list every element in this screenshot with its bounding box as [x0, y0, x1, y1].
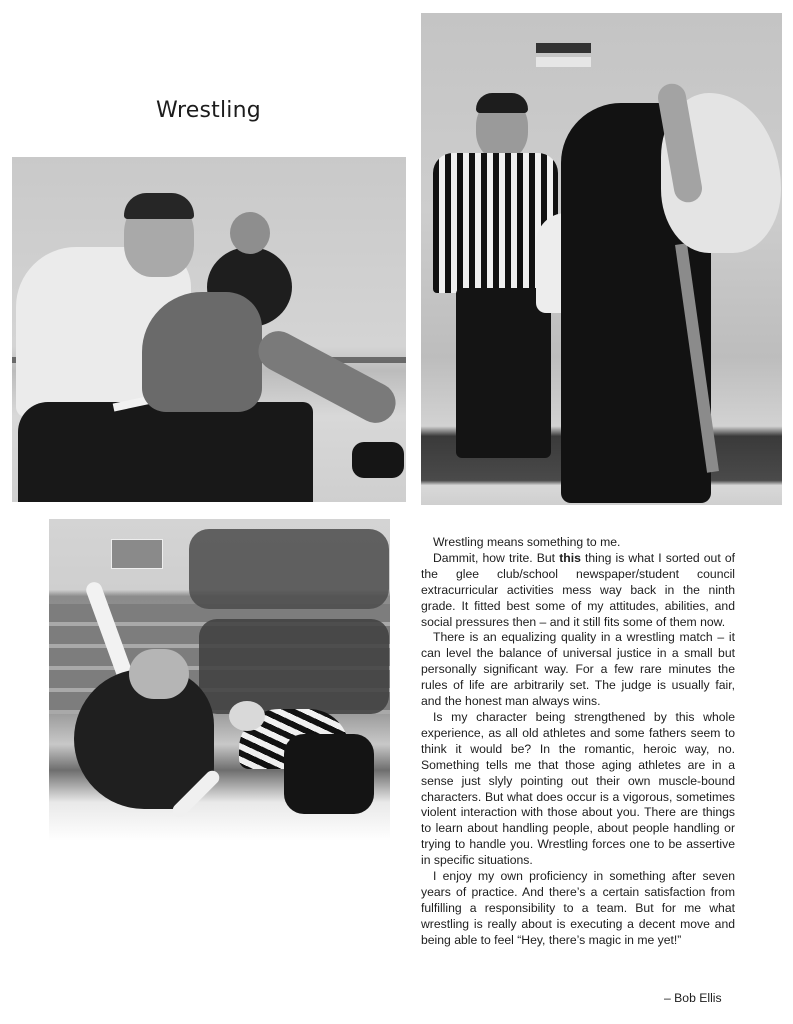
- photo-referee-and-wrestlers: [421, 13, 782, 505]
- photo-detail-coach-hair: [124, 193, 194, 219]
- article-paragraph: Dammit, how trite. But this thing is what I sorted out of the glee club/school newspaper/student council extracurricular activities mess way back in the ninth grade. It fitted best some of my attitudes, abilities, and social pressures then – and it still fits some of them now.: [421, 550, 736, 629]
- page-title: Wrestling: [156, 98, 261, 123]
- photo-detail-spectators-top: [189, 529, 389, 609]
- photo-detail-wall-sign-plate: [536, 57, 591, 67]
- photo-detail-referee-trousers: [456, 288, 551, 458]
- photo-detail-wrestler-body: [142, 292, 262, 412]
- author-byline: – Bob Ellis: [664, 991, 722, 1005]
- photo-detail-referee-hair: [229, 701, 265, 731]
- photo-detail-coach-trousers: [18, 402, 313, 502]
- photo-match-with-spectators: [49, 519, 390, 841]
- photo-detail-referee-trousers: [284, 734, 374, 814]
- photo-coach-on-bench: [12, 157, 406, 502]
- article-paragraph: I enjoy my own proficiency in something after seven years of practice. And there’s a certain satisfaction from fulfilling a responsibility to a team. But for me what wrestling is really about is executing a decent move and being able to feel “Hey, there’s magic in me yet!”: [421, 869, 735, 947]
- article-paragraph: There is an equalizing quality in a wrestling match – it can level the balance of universal justice in a small but personally significant way. For a few rare minutes the rules of life are arbitrarily set. The judge is usually fair, and the honest man always wins.: [421, 630, 735, 709]
- photo-detail-shoes: [352, 442, 404, 478]
- emphasis-text: this: [559, 550, 581, 565]
- photo-detail-referee-hair: [476, 93, 528, 113]
- article-paragraph: Is my character being strengthened by this whole experience, as all old athletes and some fathers seem to think it would be? In the romantic, heroic way, no. Something tells me that those aging athletes are in a sense just slyly pointing out their own muscle-bound characters. But what does occur is a vigorous, sometimes violent interaction with those about you. There are things to learn about handling people, about people handling or trying to handle you. Wrestling forces one to be assertive in specific situations.: [421, 709, 735, 868]
- photo-detail-scoreboard: [111, 539, 163, 569]
- photo-detail-wall-sign: [536, 43, 591, 53]
- photo-detail-wrestler-leg: [129, 649, 189, 699]
- photo-detail-spectators-mid: [199, 619, 389, 714]
- article-paragraph: Wrestling means something to me.: [433, 535, 621, 549]
- article-body: [421, 535, 735, 949]
- photo-detail-seated-wrestler: [230, 212, 270, 254]
